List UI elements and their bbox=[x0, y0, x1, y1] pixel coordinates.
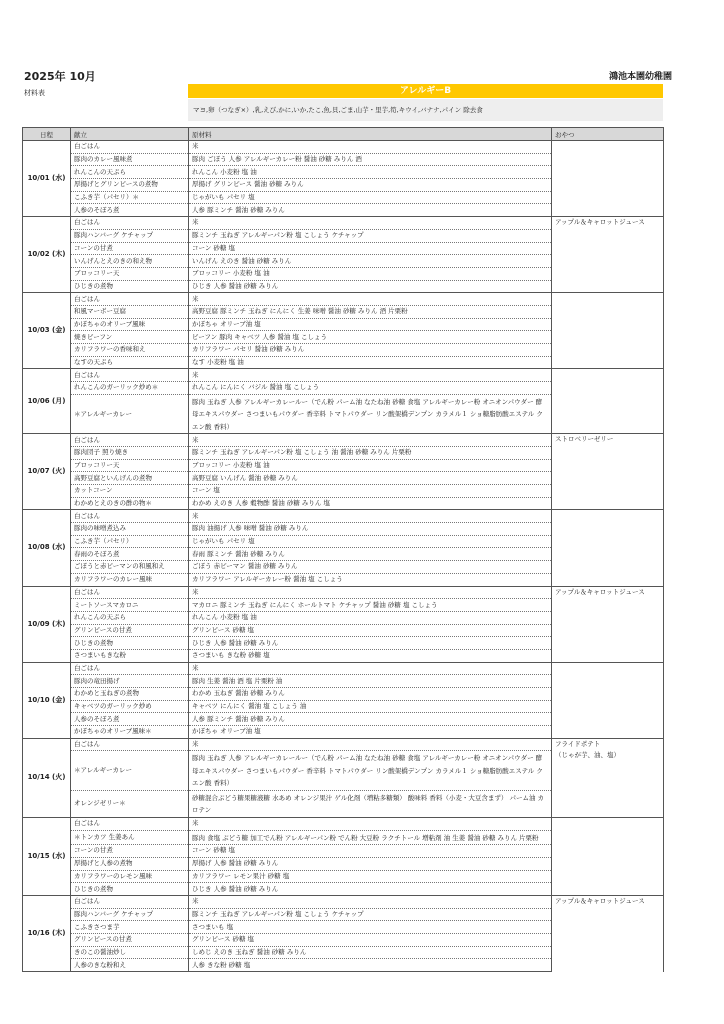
snack-cell: アップル＆キャロットジュース bbox=[552, 217, 664, 293]
table-row bbox=[23, 434, 664, 447]
allergy-category-banner: アレルギーB bbox=[188, 84, 663, 98]
table-header-row bbox=[23, 128, 664, 141]
dish-cell: 和風マーボー豆腐 bbox=[71, 305, 189, 318]
dish-cell: 人参のそぼろ煮 bbox=[71, 204, 189, 217]
ingredients-cell: 米 bbox=[189, 141, 552, 154]
date-cell: 10/15 (水) bbox=[23, 817, 71, 895]
date-cell: 10/02 (木) bbox=[23, 217, 71, 293]
snack-cell bbox=[552, 510, 664, 586]
page-subtitle: 材料表 bbox=[24, 89, 45, 97]
ingredients-cell: 豚肉 油揚げ 人参 味噌 醤油 砂糖 みりん bbox=[189, 523, 552, 536]
dish-cell: グリンピースの甘煮 bbox=[71, 624, 189, 637]
ingredient-table bbox=[22, 127, 664, 972]
ingredients-cell: カリフラワー アレルギーカレー粉 醤油 塩 こしょう bbox=[189, 573, 552, 586]
table-row bbox=[23, 586, 664, 599]
ingredients-cell: 人参 豚ミンチ 醤油 砂糖 みりん bbox=[189, 713, 552, 726]
date-cell: 10/03 (金) bbox=[23, 293, 71, 369]
dish-cell: オレンジゼリー＊ bbox=[71, 790, 189, 817]
ingredients-cell: 米 bbox=[189, 217, 552, 230]
dish-cell: ブロッコリー天 bbox=[71, 267, 189, 280]
table-row bbox=[23, 369, 664, 382]
dish-cell: 人参のきな粉和え bbox=[71, 959, 189, 972]
ingredients-cell: 春雨 豚ミンチ 醤油 砂糖 みりん bbox=[189, 548, 552, 561]
allergy-exclusion-note: マヨ,卵（つなぎ×）,乳,えび,かに,いか,たこ,魚,貝,ごま,山芋・里芋,筍,キウイ,バナナ,パイン 除去食 bbox=[188, 99, 663, 121]
table-row bbox=[23, 662, 664, 675]
ingredients-cell: 米 bbox=[189, 369, 552, 382]
date-cell: 10/08 (水) bbox=[23, 510, 71, 586]
snack-cell bbox=[552, 817, 664, 895]
ingredients-cell: ひじき 人参 醤油 砂糖 みりん bbox=[189, 637, 552, 650]
ingredients-cell: 豚肉 玉ねぎ 人参 アレルギーカレールー（でん粉 パーム油 なたね油 砂糖 食塩 アレルギーカレー粉 オニオンパウダー 酵母エキスパウダー さつまいもパウダー 香辛料 トマトパウダー リン酸架橋デンプン カラメル１ ショ糖脂肪酸エステル クエン酸 香料） bbox=[189, 751, 552, 791]
date-cell: 10/10 (金) bbox=[23, 662, 71, 738]
ingredients-cell: 高野豆腐 豚ミンチ 玉ねぎ にんにく 生姜 味噌 醤油 砂糖 みりん 酒 片栗粉 bbox=[189, 305, 552, 318]
ingredients-cell: れんこん 小麦粉 塩 油 bbox=[189, 166, 552, 179]
dish-cell: コーンの甘煮 bbox=[71, 845, 189, 858]
ingredients-cell: かぼちゃ オリーブ油 塩 bbox=[189, 726, 552, 739]
dish-cell: きのこの醤油炒し bbox=[71, 946, 189, 959]
dish-cell: わかめと玉ねぎの煮物 bbox=[71, 688, 189, 701]
dish-cell: かぼちゃのオリーブ風味 bbox=[71, 318, 189, 331]
dish-cell: 白ごはん bbox=[71, 510, 189, 523]
ingredients-cell: ごぼう 赤ピーマン 醤油 砂糖 みりん bbox=[189, 561, 552, 574]
dish-cell: カリフラワーの香味和え bbox=[71, 344, 189, 357]
table-row bbox=[23, 817, 664, 830]
dish-cell: いんげんとえのきの和え物 bbox=[71, 255, 189, 268]
ingredients-cell: なす 小麦粉 塩 油 bbox=[189, 356, 552, 369]
ingredients-cell: 厚揚げ 人参 醤油 砂糖 みりん bbox=[189, 857, 552, 870]
dish-cell: ひじきの煮物 bbox=[71, 637, 189, 650]
dish-cell: ブロッコリー天 bbox=[71, 459, 189, 472]
ingredients-cell: 人参 きな粉 砂糖 塩 bbox=[189, 959, 552, 972]
ingredients-cell: さつまいも 塩 bbox=[189, 921, 552, 934]
dish-cell: ミートソースマカロニ bbox=[71, 599, 189, 612]
ingredients-cell: 豚肉 ごぼう 人参 アレルギーカレー粉 醤油 砂糖 みりん 酒 bbox=[189, 153, 552, 166]
ingredients-cell: わかめ 玉ねぎ 醤油 砂糖 みりん bbox=[189, 688, 552, 701]
column-header-date: 日程 bbox=[23, 128, 71, 141]
ingredients-cell: 豚肉 玉ねぎ 人参 アレルギーカレールー（でん粉 パーム油 なたね油 砂糖 食塩 アレルギーカレー粉 オニオンパウダー 酵母エキスパウダー さつまいもパウダー 香辛料 トマトパウダー リン酸架橋デンプン カラメル１ ショ糖脂肪酸エステル クエン酸 香料） bbox=[189, 394, 552, 434]
table-row bbox=[23, 895, 664, 908]
ingredients-cell: カリフラワー レモン果汁 砂糖 塩 bbox=[189, 870, 552, 883]
ingredients-cell: 米 bbox=[189, 662, 552, 675]
dish-cell: 豚肉の竜田揚げ bbox=[71, 675, 189, 688]
snack-cell bbox=[552, 141, 664, 217]
dish-cell: 豚肉ハンバーグ ケチャップ bbox=[71, 908, 189, 921]
ingredients-cell: しめじ えのき 玉ねぎ 醤油 砂糖 みりん bbox=[189, 946, 552, 959]
ingredients-cell: じゃがいも パセリ 塩 bbox=[189, 191, 552, 204]
ingredients-cell: 厚揚げ グリンピース 醤油 砂糖 みりん bbox=[189, 179, 552, 192]
dish-cell: グリンピースの甘煮 bbox=[71, 933, 189, 946]
table-body bbox=[23, 141, 664, 972]
dish-cell: ひじきの煮物 bbox=[71, 280, 189, 293]
snack-cell bbox=[552, 662, 664, 738]
ingredients-cell: 米 bbox=[189, 510, 552, 523]
ingredients-cell: 豚ミンチ 玉ねぎ アレルギーパン粉 塩 こしょう ケチャップ bbox=[189, 229, 552, 242]
date-cell: 10/14 (火) bbox=[23, 738, 71, 817]
snack-cell bbox=[552, 369, 664, 434]
ingredients-cell: 米 bbox=[189, 434, 552, 447]
ingredients-cell: 豚肉 食塩 ぶどう糖 加工でん粉 アレルギーパン粉 でん粉 大豆粉 ラクチトール 増粘剤 油 生姜 醤油 砂糖 みりん 片栗粉 bbox=[189, 830, 552, 845]
dish-cell: れんこんの天ぷら bbox=[71, 166, 189, 179]
dish-cell: 豚肉のカレー風味煮 bbox=[71, 153, 189, 166]
date-cell: 10/07 (火) bbox=[23, 434, 71, 510]
date-cell: 10/01 (水) bbox=[23, 141, 71, 217]
dish-cell: 白ごはん bbox=[71, 293, 189, 306]
school-name: 鴻池本園幼稚園 bbox=[608, 72, 672, 82]
ingredients-cell: 米 bbox=[189, 293, 552, 306]
ingredients-cell: コーン 塩 bbox=[189, 485, 552, 498]
dish-cell: こふき芋（パセリ）＊ bbox=[71, 191, 189, 204]
date-cell: 10/16 (木) bbox=[23, 895, 71, 971]
snack-cell: アップル＆キャロットジュース bbox=[552, 895, 664, 971]
column-header-ingredients: 原材料 bbox=[189, 128, 552, 141]
dish-cell: 白ごはん bbox=[71, 369, 189, 382]
ingredients-cell: カリフラワー パセリ 醤油 砂糖 みりん bbox=[189, 344, 552, 357]
ingredients-cell: ビーフン 豚肉 キャベツ 人参 醤油 塩 こしょう bbox=[189, 331, 552, 344]
table-row bbox=[23, 217, 664, 230]
ingredients-cell: ブロッコリー 小麦粉 塩 油 bbox=[189, 267, 552, 280]
ingredients-cell: キャベツ にんにく 醤油 塩 こしょう 油 bbox=[189, 700, 552, 713]
ingredients-cell: 豚ミンチ 玉ねぎ アレルギーパン粉 塩 こしょう ケチャップ bbox=[189, 908, 552, 921]
dish-cell: 豚肉の味噌煮込み bbox=[71, 523, 189, 536]
ingredients-cell: さつまいも きな粉 砂糖 塩 bbox=[189, 649, 552, 662]
ingredients-cell: いんげん えのき 醤油 砂糖 みりん bbox=[189, 255, 552, 268]
dish-cell: 厚揚げと人参の煮物 bbox=[71, 857, 189, 870]
ingredients-cell: 人参 豚ミンチ 醤油 砂糖 みりん bbox=[189, 204, 552, 217]
dish-cell: こふき芋（パセリ） bbox=[71, 535, 189, 548]
dish-cell: なすの天ぷら bbox=[71, 356, 189, 369]
ingredients-cell: グリンピース 砂糖 塩 bbox=[189, 624, 552, 637]
dish-cell: 人参のそぼろ煮 bbox=[71, 713, 189, 726]
dish-cell: 高野豆腐といんげんの煮物 bbox=[71, 472, 189, 485]
dish-cell: 白ごはん bbox=[71, 217, 189, 230]
dish-cell: わかめとえのきの酢の物＊ bbox=[71, 497, 189, 510]
dish-cell: ＊トンカツ 生姜あん bbox=[71, 830, 189, 845]
dish-cell: ひじきの煮物 bbox=[71, 883, 189, 896]
dish-cell: 白ごはん bbox=[71, 738, 189, 751]
dish-cell: ごぼうと赤ピーマンの和風和え bbox=[71, 561, 189, 574]
dish-cell: ＊アレルギーカレー bbox=[71, 394, 189, 434]
page-title: 2025年 10月 bbox=[24, 70, 96, 83]
dish-cell: 白ごはん bbox=[71, 895, 189, 908]
ingredients-cell: かぼちゃ オリーブ油 塩 bbox=[189, 318, 552, 331]
snack-cell: ストロベリーゼリー bbox=[552, 434, 664, 510]
ingredients-cell: グリンピース 砂糖 塩 bbox=[189, 933, 552, 946]
dish-cell: カットコーン bbox=[71, 485, 189, 498]
ingredients-cell: 高野豆腐 いんげん 醤油 砂糖 みりん bbox=[189, 472, 552, 485]
dish-cell: かぼちゃのオリーブ風味＊ bbox=[71, 726, 189, 739]
ingredients-cell: わかめ えのき 人参 穀物酢 醤油 砂糖 みりん 塩 bbox=[189, 497, 552, 510]
dish-cell: 白ごはん bbox=[71, 817, 189, 830]
ingredients-cell: マカロニ 豚ミンチ 玉ねぎ にんにく ホールトマト ケチャップ 醤油 砂糖 塩 こしょう bbox=[189, 599, 552, 612]
dish-cell: キャベツのガーリック炒め bbox=[71, 700, 189, 713]
table-row bbox=[23, 510, 664, 523]
dish-cell: 白ごはん bbox=[71, 586, 189, 599]
ingredients-cell: じゃがいも パセリ 塩 bbox=[189, 535, 552, 548]
column-header-snack: おやつ bbox=[552, 128, 664, 141]
dish-cell: カリフラワーのカレー風味 bbox=[71, 573, 189, 586]
table-row bbox=[23, 293, 664, 306]
ingredients-cell: れんこん にんにく バジル 醤油 塩 こしょう bbox=[189, 382, 552, 395]
snack-cell bbox=[552, 293, 664, 369]
dish-cell: 白ごはん bbox=[71, 434, 189, 447]
ingredients-cell: ひじき 人参 醤油 砂糖 みりん bbox=[189, 280, 552, 293]
column-header-dish: 献立 bbox=[71, 128, 189, 141]
dish-cell: れんこんのガーリック炒め＊ bbox=[71, 382, 189, 395]
dish-cell: 厚揚げとグリンピースの煮物 bbox=[71, 179, 189, 192]
ingredients-cell: 米 bbox=[189, 895, 552, 908]
dish-cell: 白ごはん bbox=[71, 662, 189, 675]
dish-cell: さつまいもきな粉 bbox=[71, 649, 189, 662]
ingredients-cell: ブロッコリー 小麦粉 塩 油 bbox=[189, 459, 552, 472]
ingredients-cell: 米 bbox=[189, 817, 552, 830]
snack-cell: フライドポテト （じゃが芋、油、塩） bbox=[552, 738, 664, 817]
dish-cell: 豚肉団子 照り焼き bbox=[71, 446, 189, 459]
dish-cell: ＊アレルギーカレー bbox=[71, 751, 189, 791]
ingredients-cell: 砂糖混合ぶどう糖果糖液糖 水あめ オレンジ果汁 ゲル化剤（増粘多糖類） 酸味料 香料（小麦・大豆含まず） パーム油 カロテン bbox=[189, 790, 552, 817]
dish-cell: カリフラワーのレモン風味 bbox=[71, 870, 189, 883]
date-cell: 10/09 (木) bbox=[23, 586, 71, 662]
ingredients-cell: 米 bbox=[189, 738, 552, 751]
dish-cell: れんこんの天ぷら bbox=[71, 611, 189, 624]
ingredients-cell: ひじき 人参 醤油 砂糖 みりん bbox=[189, 883, 552, 896]
ingredients-cell: 豚肉 生姜 醤油 酒 塩 片栗粉 油 bbox=[189, 675, 552, 688]
dish-cell: コーンの甘煮 bbox=[71, 242, 189, 255]
ingredients-cell: 米 bbox=[189, 586, 552, 599]
date-cell: 10/06 (月) bbox=[23, 369, 71, 434]
table-row bbox=[23, 738, 664, 751]
table-row bbox=[23, 141, 664, 154]
dish-cell: 豚肉ハンバーグ ケチャップ bbox=[71, 229, 189, 242]
snack-cell: アップル＆キャロットジュース bbox=[552, 586, 664, 662]
dish-cell: 焼きビーフン bbox=[71, 331, 189, 344]
ingredients-cell: 豚ミンチ 玉ねぎ アレルギーパン粉 塩 こしょう 油 醤油 砂糖 みりん 片栗粉 bbox=[189, 446, 552, 459]
ingredients-cell: コーン 砂糖 塩 bbox=[189, 845, 552, 858]
ingredients-cell: れんこん 小麦粉 塩 油 bbox=[189, 611, 552, 624]
dish-cell: 白ごはん bbox=[71, 141, 189, 154]
ingredients-cell: コーン 砂糖 塩 bbox=[189, 242, 552, 255]
dish-cell: 春雨のそぼろ煮 bbox=[71, 548, 189, 561]
dish-cell: こふきさつま芋 bbox=[71, 921, 189, 934]
